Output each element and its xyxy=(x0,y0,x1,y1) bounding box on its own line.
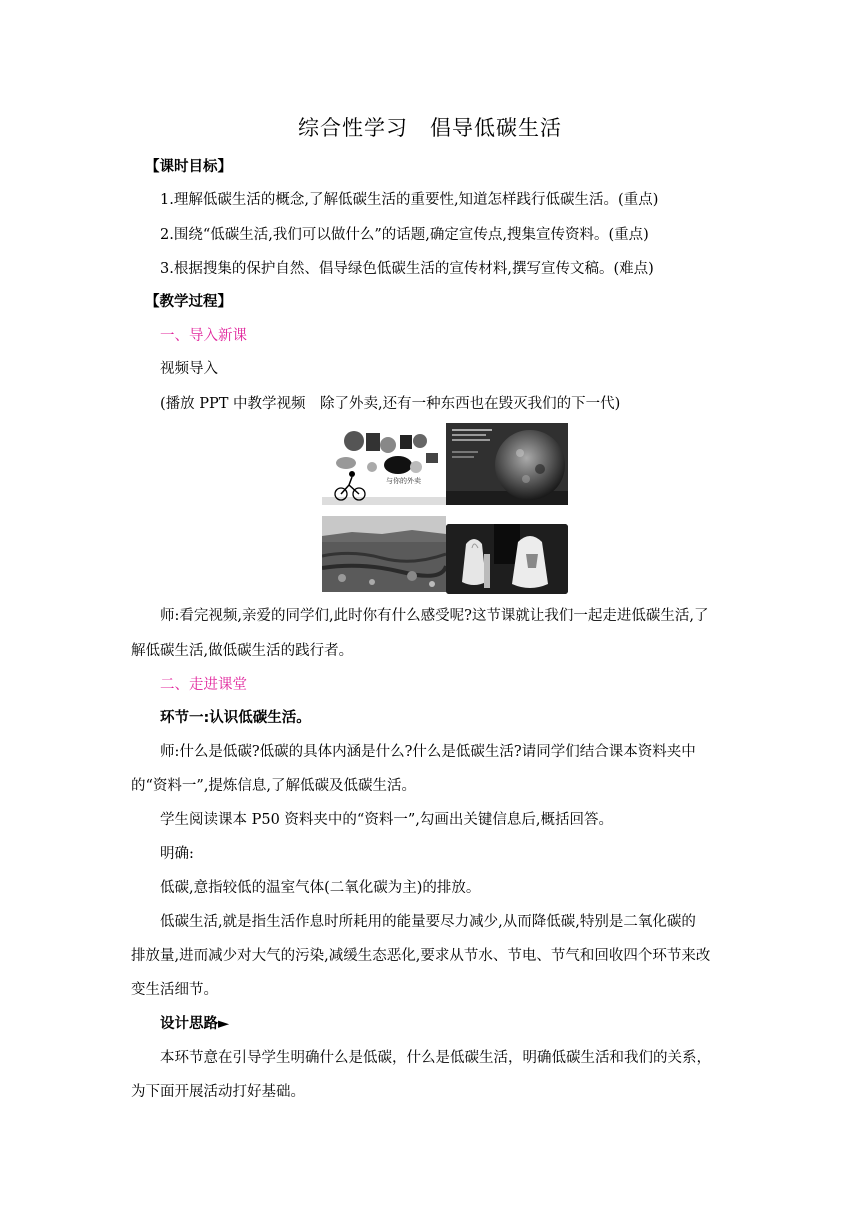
video-note: (播放 PPT 中教学视频 除了外卖,还有一种东西也在毁灭我们的下一代) xyxy=(160,396,621,412)
objective-item-3: 3.根据搜集的保护自然、倡导绿色低碳生活的宣传材料,撰写宣传文稿。(难点) xyxy=(160,261,654,277)
objective-item-1: 1.理解低碳生活的概念,了解低碳生活的重要性,知道怎样践行低碳生活。(重点) xyxy=(160,192,659,208)
section1-heading: 一、导入新课 xyxy=(160,328,247,344)
image-caption: 与你的外卖 xyxy=(386,477,421,485)
part1-heading: 环节一:认识低碳生活。 xyxy=(160,710,311,726)
low-carbon-life-def-2: 排放量,进而减少对大气的污染,减缓生态恶化,要求从节水、节电、节气和回收四个环节来改 xyxy=(131,948,711,964)
takeout-illustration-image xyxy=(322,423,446,505)
page-title: 综合性学习 倡导低碳生活 xyxy=(298,116,562,140)
teacher-line-1a: 师:看完视频,亲爱的同学们,此时你有什么感受呢?这节课就让我们一起走进低碳生活,了 xyxy=(160,608,709,624)
process-heading: 【教学过程】 xyxy=(145,294,232,310)
teacher-question-line-2: 的“资料一”,提炼信息,了解低碳及低碳生活。 xyxy=(131,778,417,794)
objective-item-2: 2.围绕“低碳生活,我们可以做什么”的话题,确定宣传点,搜集宣传资料。(重点) xyxy=(160,227,649,243)
trash-ball-image xyxy=(446,423,568,505)
low-carbon-definition: 低碳,意指较低的温室气体(二氧化碳为主)的排放。 xyxy=(160,880,481,896)
design-text-1: 本环节意在引导学生明确什么是低碳，什么是低碳生活，明确低碳生活和我们的关系， xyxy=(160,1050,711,1066)
low-carbon-life-def-1: 低碳生活,就是指生活作息时所耗用的能量要尽力减少,从而降低碳,特别是二氧化碳的 xyxy=(160,914,696,930)
plastic-bags-image xyxy=(446,524,568,594)
low-carbon-life-def-3: 变生活细节。 xyxy=(131,982,218,998)
design-text-2: 为下面开展活动打好基础。 xyxy=(131,1084,305,1100)
teacher-line-1b: 解低碳生活,做低碳生活的践行者。 xyxy=(131,643,354,659)
student-activity: 学生阅读课本 P50 资料夹中的“资料一”,勾画出关键信息后,概括回答。 xyxy=(160,812,613,828)
clarify-label: 明确: xyxy=(160,846,194,862)
polluted-shore-image xyxy=(322,516,446,592)
video-label: 视频导入 xyxy=(160,361,218,377)
design-heading: 设计思路► xyxy=(160,1016,230,1032)
section2-heading: 二、走进课堂 xyxy=(160,677,247,693)
teacher-question-line-1: 师:什么是低碳?低碳的具体内涵是什么?什么是低碳生活?请同学们结合课本资料夹中 xyxy=(160,744,696,760)
objectives-heading: 【课时目标】 xyxy=(145,159,232,175)
